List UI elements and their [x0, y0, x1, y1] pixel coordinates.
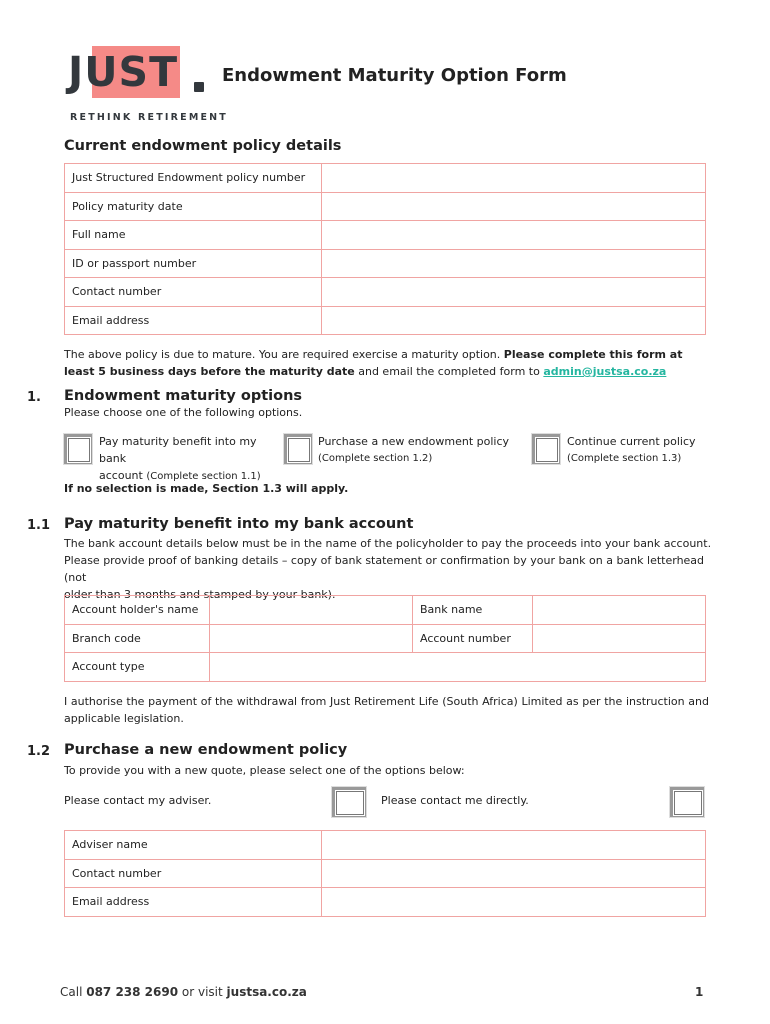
adviser-email-input[interactable]	[322, 888, 706, 917]
adviser-name-input[interactable]	[322, 831, 706, 860]
option-pay-bank-checkbox[interactable]	[64, 434, 92, 464]
section-1-1-body	[64, 535, 714, 603]
account-type-input[interactable]	[210, 653, 706, 682]
footer-contact	[60, 985, 307, 999]
option-2-line1: Purchase a new endowment policy	[318, 435, 510, 448]
policy-number-input[interactable]	[322, 164, 706, 193]
just-logo	[68, 44, 208, 104]
page-number: 1	[695, 985, 704, 999]
option-continue-checkbox[interactable]	[532, 434, 560, 464]
section-1-heading: Endowment maturity options	[64, 388, 303, 404]
authorise-line1: I authorise the payment of the withdrawal from Just Retirement Life (South Africa) Limited as per the instruction and	[64, 695, 709, 708]
label-adviser-contact: Contact number	[65, 859, 322, 888]
admin-email-link[interactable]: admin@justsa.co.za	[543, 365, 667, 378]
authorisation-text	[64, 693, 709, 727]
option-1-line1: Pay maturity benefit into my bank	[99, 435, 257, 465]
section-1-1-p3: older than 3 months and stamped by your bank).	[64, 588, 336, 601]
footer-phone: 087 238 2690	[86, 985, 179, 999]
section-1-1-p1: The bank account details below must be in the name of the policyholder to pay the proceeds into your bank account.	[64, 537, 712, 550]
branch-code-input[interactable]	[210, 624, 413, 653]
label-maturity-date: Policy maturity date	[65, 192, 322, 221]
option-continue-label	[567, 433, 717, 467]
label-account-number: Account number	[413, 624, 533, 653]
footer-visit: or visit	[178, 985, 227, 999]
section-1-1-p2: Please provide proof of banking details – copy of bank statement or confirmation by your bank on a bank letterhead (not	[64, 554, 705, 584]
email-input[interactable]	[322, 306, 706, 335]
current-policy-table	[64, 163, 706, 335]
section-1-1-heading: Pay maturity benefit into my bank account	[64, 516, 414, 532]
maturity-date-input[interactable]	[322, 192, 706, 221]
note-end: and email the completed form to	[354, 365, 544, 378]
current-policy-heading: Current endowment policy details	[64, 138, 342, 154]
label-id-passport: ID or passport number	[65, 249, 322, 278]
option-3-line1: Continue current policy	[567, 435, 696, 448]
option-purchase-checkbox[interactable]	[284, 434, 312, 464]
maturity-note	[64, 346, 714, 380]
footer-site-link[interactable]: justsa.co.za	[226, 985, 307, 999]
logo-word: JUST	[68, 48, 179, 96]
option-pay-bank-label	[99, 433, 284, 485]
adviser-details-table	[64, 830, 706, 917]
account-number-input[interactable]	[533, 624, 706, 653]
contact-adviser-checkbox[interactable]	[332, 787, 366, 817]
logo-tagline: RETHINK RETIREMENT	[70, 112, 228, 123]
option-1-line2a: account	[99, 469, 143, 482]
label-bank-name: Bank name	[413, 596, 533, 625]
account-holder-input[interactable]	[210, 596, 413, 625]
option-1-ref: (Complete section 1.1)	[146, 471, 261, 482]
default-selection-note: If no selection is made, Section 1.3 will apply.	[64, 482, 349, 495]
bank-details-table	[64, 595, 706, 682]
label-branch-code: Branch code	[65, 624, 210, 653]
adviser-contact-input[interactable]	[322, 859, 706, 888]
page-title: Endowment Maturity Option Form	[222, 65, 567, 86]
label-contact-number: Contact number	[65, 278, 322, 307]
option-3-ref: (Complete section 1.3)	[567, 453, 682, 464]
contact-adviser-label: Please contact my adviser.	[64, 794, 212, 807]
contact-direct-checkbox[interactable]	[670, 787, 704, 817]
contact-number-input[interactable]	[322, 278, 706, 307]
label-account-holder: Account holder's name	[65, 596, 210, 625]
section-1-intro: Please choose one of the following options.	[64, 406, 303, 419]
section-1-2-heading: Purchase a new endowment policy	[64, 742, 348, 758]
label-adviser-email: Email address	[65, 888, 322, 917]
id-passport-input[interactable]	[322, 249, 706, 278]
logo-dot	[194, 82, 204, 92]
label-email: Email address	[65, 306, 322, 335]
option-purchase-label	[318, 433, 518, 467]
footer-call: Call	[60, 985, 87, 999]
section-1-1-number: 1.1	[27, 518, 51, 533]
contact-direct-label: Please contact me directly.	[381, 794, 529, 807]
label-account-type: Account type	[65, 653, 210, 682]
note-plain: The above policy is due to mature. You are required exercise a maturity option.	[64, 348, 504, 361]
section-1-2-intro: To provide you with a new quote, please select one of the options below:	[64, 764, 465, 777]
full-name-input[interactable]	[322, 221, 706, 250]
note-bold: Please complete this form at least 5 business days before the maturity date	[64, 348, 683, 378]
authorise-line2: applicable legislation.	[64, 712, 184, 725]
option-2-ref: (Complete section 1.2)	[318, 453, 433, 464]
section-1-2-number: 1.2	[27, 744, 51, 759]
label-policy-number: Just Structured Endowment policy number	[65, 164, 322, 193]
label-adviser-name: Adviser name	[65, 831, 322, 860]
bank-name-input[interactable]	[533, 596, 706, 625]
label-full-name: Full name	[65, 221, 322, 250]
section-1-number: 1.	[27, 390, 41, 405]
